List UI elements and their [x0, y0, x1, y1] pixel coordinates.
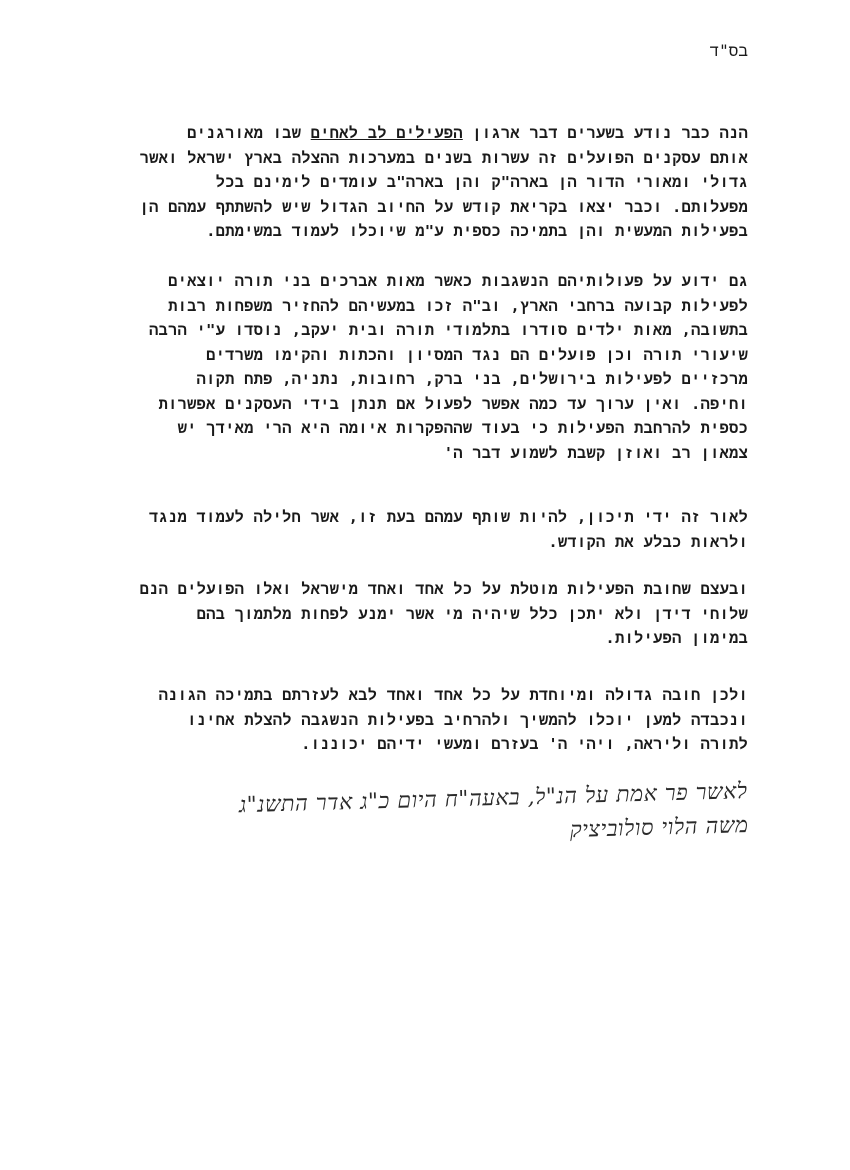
signature-line-approval: לאשר פר אמת על הנ"ל, באעה"ח היום כ"ג אדר התשנ"ג [238, 779, 748, 819]
text-line: אותם עסקנים הפועלים זה עשרות בשנים במערכות ההצלה בארץ ישראל ואשר [139, 148, 748, 167]
text-line: במימון הפעילות. [605, 629, 748, 647]
text-line: צמאון רב ואוזן קשבת לשמוע דבר ה' [443, 443, 748, 462]
paragraph-1 [108, 121, 748, 244]
text-segment: הנה כבר נודע בשערים דבר ארגון [462, 124, 748, 142]
text-line: גדולי ומאורי הדור הן בארה"ק והן בארה"ב עומדים לימינם בכל [215, 173, 748, 191]
text-line: לאור זה ידי תיכון, להיות שותף עמהם בעת זו, אשר חלילה לעמוד מנגד [148, 508, 748, 526]
text-line: בתשובה, מאות ילדים סודרו בתלמודי תורה ובית יעקב, נוסדו ע"י הרבה [149, 321, 748, 339]
paragraph-3 [108, 505, 748, 554]
text-line: שלוחי דידן ולא יתכן כלל שיהיה מי אשר ימנע לפחות מלתמוך בהם [196, 604, 748, 623]
paragraph-5 [108, 683, 748, 757]
text-line: ולכן חובה גדולה ומיוחדת על כל אחד ואחד לבא לעזרתם בתמיכה הגונה [158, 686, 748, 704]
text-segment: שבו מאורגנים [187, 124, 311, 142]
text-line: ולראות כבלע את הקודש. [548, 532, 748, 551]
text-line: מרכזיים לפעילות בירושלים, בני ברק, רחובות, נתניה, פתח תקוה [196, 370, 748, 388]
text-line: לתורה וליראה, ויהי ה' בעזרם ומעשי ידיהם יכוננו. [301, 735, 748, 753]
text-line: בפעילות המעשית והן בתמיכה כספית ע"מ שיוכלו לעמוד במשימתם. [206, 222, 748, 240]
text-line: שיעורי תורה וכן פועלים הם נגד המסיון והכתות והקימו משרדים [206, 345, 748, 364]
text-line: מפעלותם. וכבר יצאו בקריאת קודש על החיוב הגדול שיש להשתתף עמהם הן [139, 197, 748, 216]
text-line [108, 121, 748, 146]
text-line: וחיפה. ואין ערוך עד כמה אפשר לפעול אם תנתן בידי העסקנים אפשרות [158, 394, 748, 413]
organization-name: הפעילים לב לאחים [310, 124, 463, 142]
text-line: לפעילות קבועה ברחבי הארץ, וב"ה זכו במעשיהם להחזיר משפחות רבות [168, 296, 748, 315]
corner-mark: בס"ד [709, 41, 748, 60]
signature-line-name: משה הלוי סולוביציק [569, 812, 749, 843]
text-line: ונכבדה למען יוכלו להמשיך ולהרחיב בפעילות הנשגבה להצלת אחינו [187, 710, 748, 729]
paragraph-2 [108, 269, 748, 465]
text-line: ובעצם שחובת הפעילות מוטלת על כל אחד ואחד מישראל ואלו הפועלים הנם [139, 580, 748, 598]
paragraph-4 [108, 577, 748, 651]
text-line: כספית להרחבת הפעילות כי בעוד שההפקרות איומה היא הרי מאידך יש [177, 419, 748, 437]
text-line: גם ידוע על פעולותיהם הנשגבות כאשר מאות אברכים בני תורה יוצאים [168, 272, 748, 290]
handwritten-signature [47, 775, 749, 863]
